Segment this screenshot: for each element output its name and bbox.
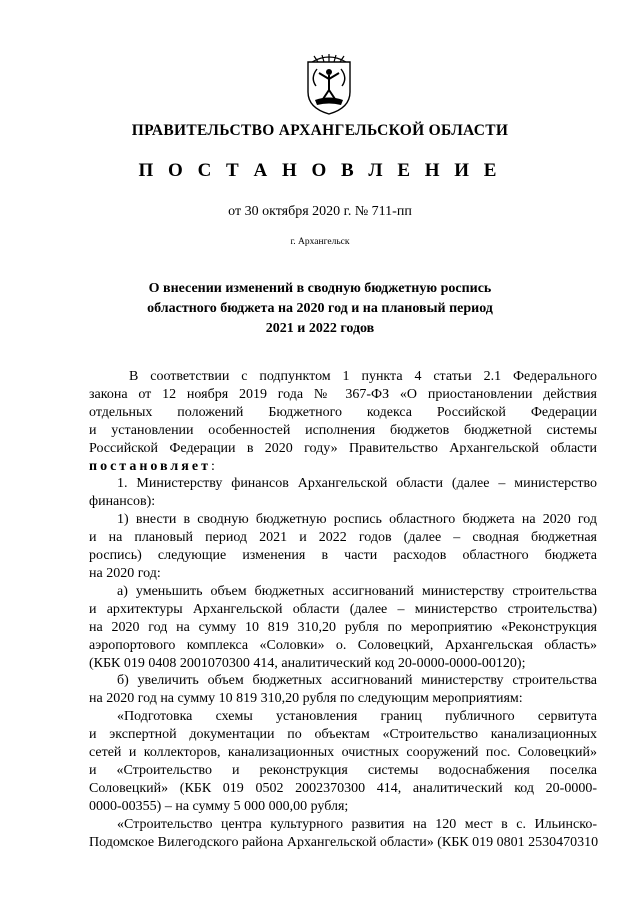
body-line: 0000-00355) – на сумму 5 000 000,00 рубля;: [89, 798, 349, 814]
body-line: аэропортового комплекса «Соловки» о. Соловецкий, Архангельская область»: [89, 637, 597, 653]
body-line: и «Строительство и реконструкция системы водоснабжения поселка: [89, 762, 597, 778]
body-line: «Строительство центра культурного развития на 120 мест в с. Ильинско-: [117, 816, 597, 832]
resolves-colon: :: [210, 458, 215, 474]
document-body: [89, 368, 597, 851]
document-date-number: от 30 октября 2020 г. № 711-пп: [228, 204, 412, 219]
resolves-line: [89, 458, 597, 476]
body-line: на 2020 год на сумму 10 819 310,20 рубля по следующим мероприятиям:: [89, 691, 523, 707]
document-type: П О С Т А Н О В Л Е Н И Е: [138, 160, 502, 181]
document-city: г. Архангельск: [290, 237, 350, 247]
body-line: а) уменьшить объем бюджетных ассигнований министерству строительства: [117, 583, 597, 599]
body-line: Российской Федерации в 2020 году» Правительство Архангельской области: [89, 440, 597, 456]
body-line: закона от 12 ноября 2019 года № 367-ФЗ «О приостановлении действия: [89, 386, 597, 402]
title-line: 2021 и 2022 годов: [265, 321, 375, 336]
coat-of-arms-icon: [304, 52, 354, 116]
resolves-word: постановляет: [89, 458, 211, 474]
body-line: финансов):: [89, 494, 156, 510]
title-line: О внесении изменений в сводную бюджетную роспись: [148, 281, 492, 296]
body-line: роспись) следующие изменения в части расходов областного бюджета: [89, 548, 597, 564]
body-line: «Подготовка схемы установления границ публичного сервитута: [117, 709, 597, 725]
body-line: 1) внести в сводную бюджетную роспись областного бюджета на 2020 год: [117, 512, 597, 528]
body-line: и архитектуры Архангельской области (далее – министерство строительства): [89, 601, 597, 617]
body-line: на 2020 год:: [89, 565, 161, 581]
body-line: и на плановый период 2021 и 2022 годов (далее – сводная бюджетная: [89, 530, 597, 546]
body-line: и экспертной документации по объектам «Строительство канализационных: [89, 727, 597, 743]
body-line: (КБК 019 0408 2001070300 414, аналитический код 20-0000-0000-00120);: [89, 655, 526, 671]
body-line: 1. Министерству финансов Архангельской области (далее – министерство: [117, 476, 597, 492]
body-line: сетей и коллекторов, канализационных очистных сооружений пос. Соловецкий»: [89, 745, 597, 761]
body-line: и установлении особенностей исполнения бюджетов бюджетной системы: [89, 422, 597, 438]
body-line: отдельных положений Бюджетного кодекса Российской Федерации: [89, 404, 597, 420]
body-line: В соответствии с подпунктом 1 пункта 4 статьи 2.1 Федерального: [129, 369, 597, 384]
government-name: ПРАВИТЕЛЬСТВО АРХАНГЕЛЬСКОЙ ОБЛАСТИ: [131, 122, 509, 139]
body-line: на 2020 год на сумму 10 819 310,20 рубля по мероприятию «Реконструкция: [89, 619, 597, 635]
title-line: областного бюджета на 2020 год и на плановый период: [147, 301, 493, 316]
body-line: б) увеличить объем бюджетных ассигнований министерству строительства: [117, 673, 597, 689]
body-line: Соловецкий» (КБК 019 0502 2002370300 414, аналитический код 20-0000-: [89, 780, 597, 796]
document-title: [120, 279, 520, 339]
body-line: Подомское Вилегодского района Архангельской области» (КБК 019 0801 2530470310: [89, 834, 599, 850]
